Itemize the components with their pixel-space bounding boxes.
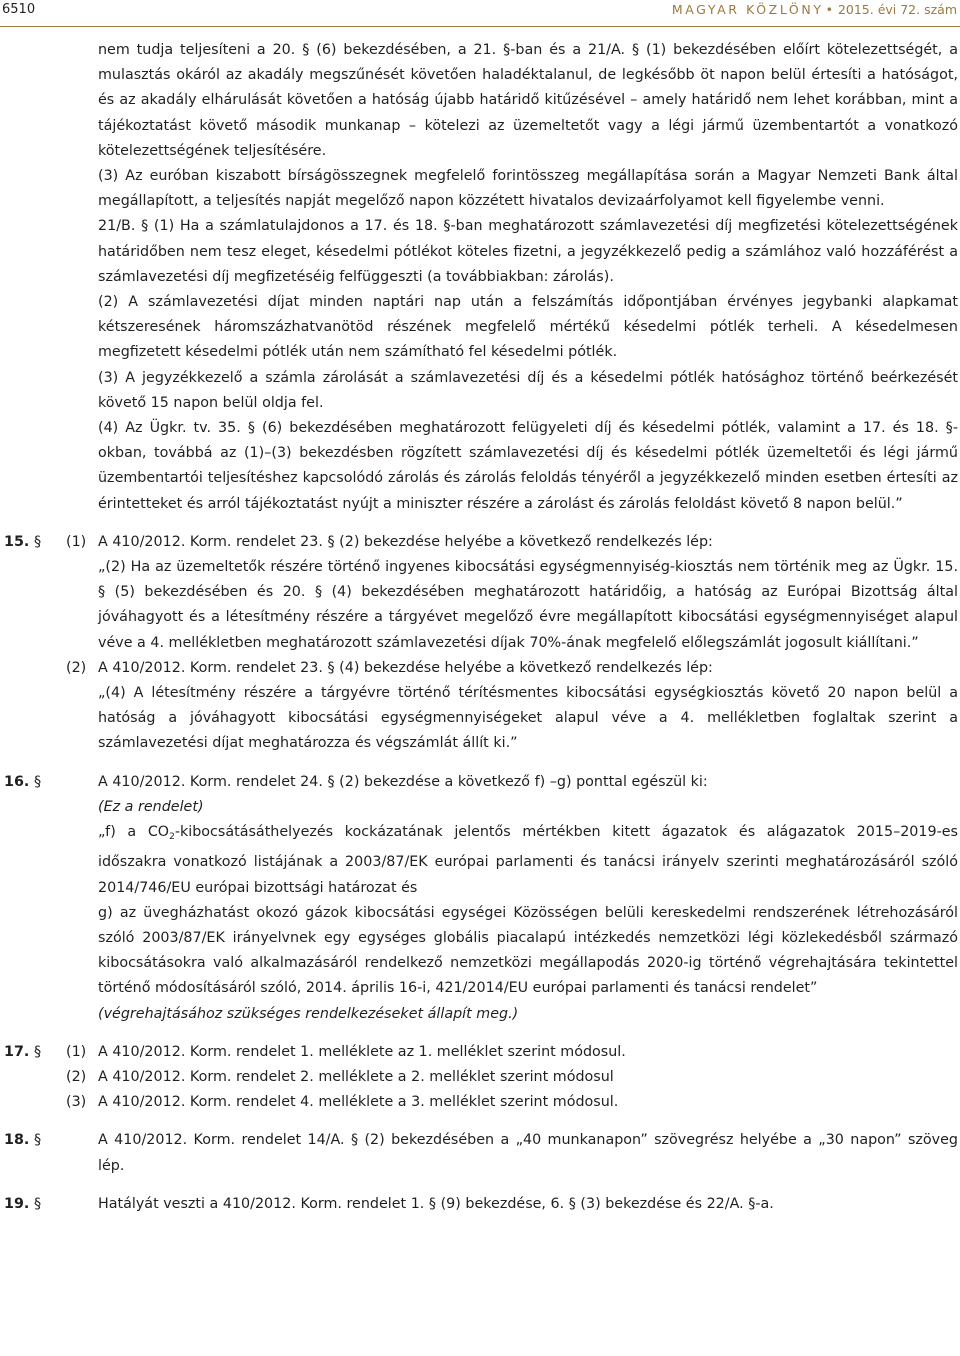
paragraph: A 410/2012. Korm. rendelet 14/A. § (2) bekezdésében a „40 munkanapon” szövegrész helyébe a „30 napon” szöveg lép. [98, 1132, 958, 1174]
point-f [98, 820, 958, 901]
paragraph: A 410/2012. Korm. rendelet 24. § (2) bekezdése a következő f) –g) ponttal egészül ki: [98, 773, 708, 790]
paragraph: 21/B. § (1) Ha a számlatulajdonos a 17. és 18. §-ban meghatározott számlavezetési díj megfizetési kötelezettségének határidőben nem tesz eleget, késedelmi pótlékot köteles fizetni, a jegyzékkezelő pedig a számlához való hozzáférést a számlavezetési díj megfizetéséig felfüggeszti (a továbbiakban: zárolás). [98, 218, 958, 285]
point-f-rest: -kibocsátásáthelyezés kockázatának jelentős mértékben kitett ágazatok és alágazatok 2015–2019-es időszakra vonatkozó listájának a 2003/87/EK európai parlamenti és tanácsi irányelv szerinti meghatározásáról szóló 2014/746/EU európai bizottsági határozat és [98, 824, 959, 896]
header-rule [0, 26, 960, 27]
section-sign: § [34, 1132, 42, 1149]
paragraph: A 410/2012. Korm. rendelet 2. melléklete a 2. melléklet szerint módosul [98, 1068, 614, 1085]
subsection-number: (2) [66, 1068, 87, 1085]
context-note: (végrehajtásához szükséges rendelkezéseket állapít meg.) [98, 1005, 519, 1022]
paragraph: A 410/2012. Korm. rendelet 23. § (4) bekezdése helyébe a következő rendelkezés lép: [98, 659, 713, 676]
section-number: 19. [4, 1195, 30, 1212]
quoted-provision: „(4) A létesítmény részére a tárgyévre történő térítésmentes kibocsátási egységkiosztás követő 20 napon belül a hatóság a jóváhagyott kibocsátási egységmennyiségeket alapul véve a 4. mellékletben foglaltak szerint a számlavezetési díjat meghatározza és végszámlát állít ki.” [98, 685, 958, 752]
paragraph: nem tudja teljesíteni a 20. § (6) bekezdésében, a 21. §-ban és a 21/A. § (1) bekezdésében előírt kötelezettségét, a mulasztás okáról az akadály megszűnését követően haladéktalanul, de legkésőbb öt napon belül értesíti a hatóságot, és az akadály elhárulását követően a hatóság újabb határidő kitűzésével – amely határidő nem lehet korábban, mint a tájékoztatást követő második munkanap – kötelezi az üzemeltetőt vagy a légi jármű üzembentartót a vonatkozó kötelezettségének teljesítésére. [98, 42, 958, 159]
page-number: 6510 [2, 2, 36, 17]
bullet-separator: • [825, 2, 833, 17]
subscript: 2 [169, 832, 175, 843]
quoted-provision: „(2) Ha az üzemeltetők részére történő ingyenes kibocsátási egységmennyiség-kiosztás nem történik meg az Ügkr. 15. § (5) bekezdésében és 20. § (4) bekezdésében meghatározott határidőig, a hatóság az Európai Bizottság által jóváhagyott és a létesítmény részére a tárgyévet megelőző évre megállapított kibocsátási egységmennyiséget alapul véve a 4. mellékletben meghatározott számlavezetési díjak 70%-ának megfelelő előlegszámlát jogosult kiállítani.” [98, 559, 958, 651]
subsection-number: (1) [66, 533, 87, 550]
paragraph: (3) Az euróban kiszabott bírságösszegnek megfelelő forintösszeg megállapítása során a Magyar Nemzeti Bank által megállapított, a teljesítés napját megelőző napon közzétett hivatalos devizaárfolyamot kell figyelembe venni. [98, 168, 958, 210]
section-number: 16. [4, 773, 30, 790]
document-body [0, 38, 960, 1217]
section-sign: § [34, 1195, 42, 1212]
section-16 [0, 770, 960, 1027]
point-g: g) az üvegházhatást okozó gázok kibocsátási egységei Közösségen belüli kereskedelmi rendszerének létrehozásáról szóló 2003/87/EK irányelvnek egy egységes globális piacalapú intézkedés nemzetközi légi közlekedésből származó kibocsátásokra való alkalmazásáról rendelkező nemzetközi megállapodás 2020-ig történő végrehajtására tekintettel történő módosításáról szóló, 2014. április 16-i, 421/2014/EU európai parlamenti és tanácsi rendelet” [98, 904, 958, 997]
paragraph: A 410/2012. Korm. rendelet 4. melléklete a 3. melléklet szerint módosul. [98, 1094, 619, 1111]
subsection-number: (3) [66, 1094, 87, 1111]
page-header [0, 0, 960, 24]
issue-label: 2015. évi 72. szám [837, 2, 957, 17]
section-19 [0, 1192, 960, 1217]
subsection-number: (2) [66, 659, 87, 676]
paragraph: (4) Az Ügkr. tv. 35. § (6) bekezdésében meghatározott felügyeleti díj és késedelmi pótlék, valamint a 17. és 18. §-okban, továbbá az (1)–(3) bekezdésben rögzített számlavezetési díj és késedelmi pótlék üzemeltetői és légi jármű üzembentartói teljesítéshez kapcsolódó zárolás és zárolás feloldás tényéről a jegyzékkezelő minden esetben értesíti az érintetteket és arról tájékoztatást nyújt a miniszter részére a zárolást és zárolás feloldást követő 8 napon belül.” [98, 420, 958, 512]
paragraph: (2) A számlavezetési díjat minden naptári nap után a felszámítás időpontjában érvényes jegybanki alapkamat kétszeresének háromszázhatvanötöd részének megfelelő mértékű késedelmi pótlék terheli. A késedelmesen megfizetett késedelmi pótlék után nem számítható fel késedelmi pótlék. [98, 294, 958, 361]
journal-title: MAGYAR KÖZLÖNY [671, 2, 824, 17]
section-number: 17. [4, 1043, 30, 1060]
point-f-start: „f) a CO [98, 824, 170, 841]
paragraph: A 410/2012. Korm. rendelet 23. § (2) bekezdése helyébe a következő rendelkezés lép: [98, 533, 713, 550]
paragraph: A 410/2012. Korm. rendelet 1. melléklete az 1. melléklet szerint módosul. [98, 1043, 626, 1060]
paragraph: (3) A jegyzékkezelő a számla zárolását a számlavezetési díj és a késedelmi pótlék hatósághoz történő beérkezését követő 15 napon belül oldja fel. [98, 369, 958, 411]
subsection-number: (1) [66, 1043, 87, 1060]
section-sign: § [34, 773, 42, 790]
paragraph: Hatályát veszti a 410/2012. Korm. rendelet 1. § (9) bekezdése, 6. § (3) bekezdése és 22/A. §-a. [98, 1195, 774, 1212]
section-number: 18. [4, 1132, 30, 1149]
continued-text [0, 38, 960, 517]
section-number: 15. [4, 533, 30, 550]
section-sign: § [34, 533, 42, 550]
context-note: (Ez a rendelet) [98, 798, 204, 815]
section-sign: § [34, 1043, 42, 1060]
section-15 [0, 530, 960, 757]
section-18 [0, 1128, 960, 1178]
section-17 [0, 1040, 960, 1116]
journal-info [672, 2, 957, 17]
